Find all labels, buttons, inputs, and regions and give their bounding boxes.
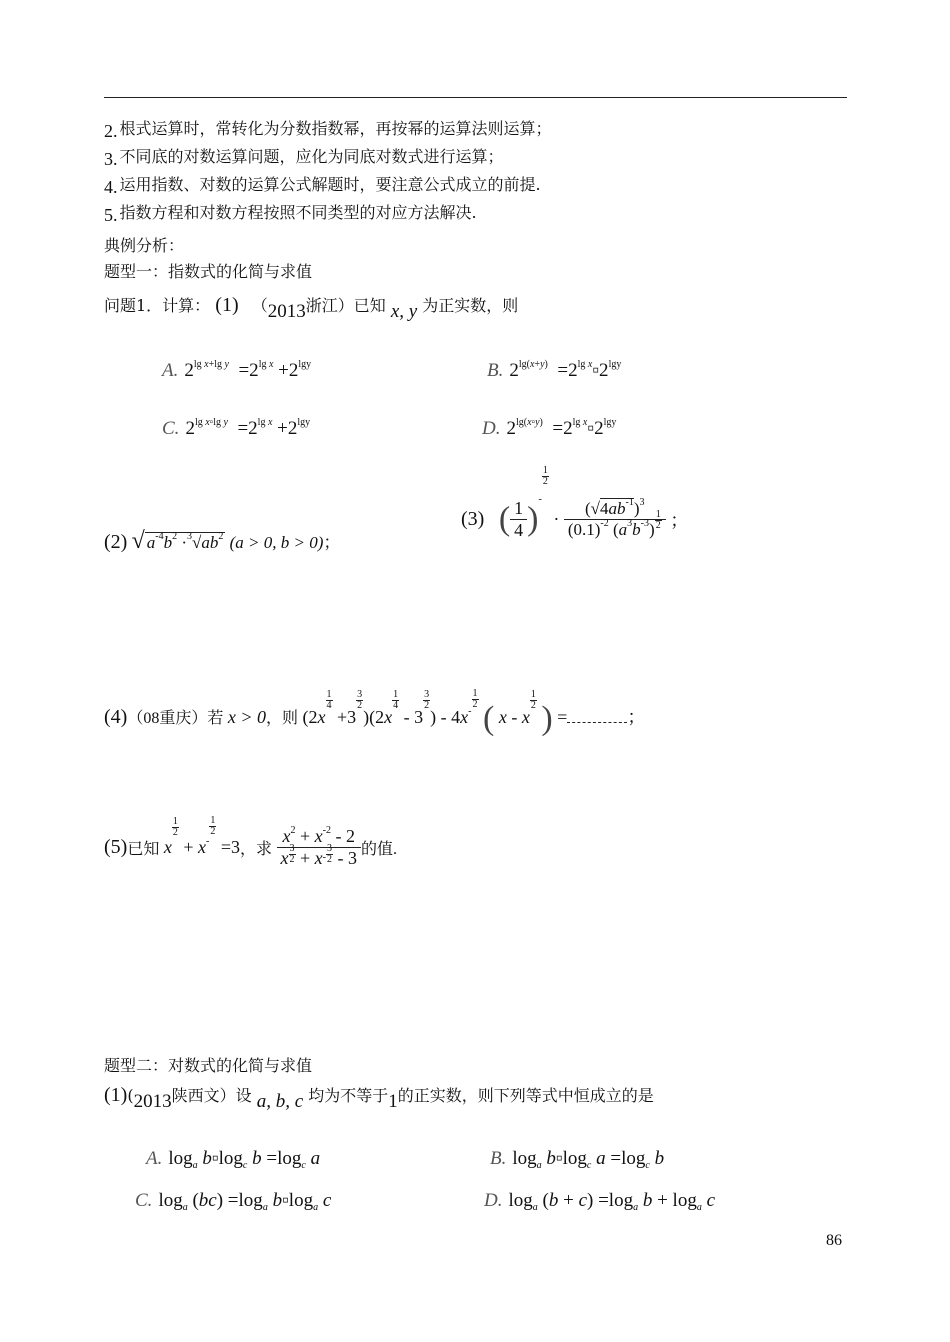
point-4: 4. 运用指数、对数的运算公式解题时，要注意公式成立的前提.: [104, 175, 541, 197]
type2-option-d: D. $\log_a (b + c) =\log_a$ $b + \log_a c$: [484, 1190, 716, 1213]
type1-q5: (5)已知 x $\frac{1}{2}$ + $x^{- \frac{1}{2}}$ =3，求 $x^2 + x^{-2} - 2$ x $\frac{3}{2}$ + $x^{- \frac{3}{2}}$ - 3 的值.: [104, 815, 398, 868]
type1-option-c: C. $2^{lg x▫lg y} =2^{lg x} +2^{lgy}$: [162, 417, 311, 439]
type1-q1: 问题1．计算： (1) （2013浙江）已知 x, y 为正实数，则: [104, 294, 519, 322]
type1-q3: (3) ( $\frac{1}{4}$ )$^{- \frac{1}{2}}$ · $(√4ab^{-1})^3$ $(0.1)^{-2}$ $(a^3b^{-3})$ $\frac{1}{2}$ ；: [461, 465, 689, 540]
header-rule: [104, 97, 847, 98]
type2-option-c: C. $\log_a (bc) =\log_a$ $b▫\log_a$ c: [135, 1190, 332, 1213]
point-3: 3. 不同底的对数运算问题，应化为同底对数式进行运算；: [104, 147, 504, 169]
section-title: 典例分析：: [104, 236, 185, 255]
type2-q1: (1)(2013陕西文）设 a, b, c 均为不等于1的正实数，则下列等式中恒成立的是: [104, 1084, 654, 1112]
type2-title: 题型二：对数式的化简与求值: [104, 1056, 313, 1075]
type1-title: 题型一：指数式的化简与求值: [104, 262, 313, 281]
point-5: 5. 指数方程和对数方程按照不同类型的对应方法解决.: [104, 203, 477, 225]
type1-option-a: A. $2^{lg x+lg y} =2^{lg x} +2^{lgy}$: [162, 359, 312, 381]
point-2: 2. 根式运算时，常转化为分数指数幂，再按幂的运算法则运算；: [104, 119, 552, 141]
type1-q2: (2) √ $a^{-4}b^2 \cdot^3√ab^2$ (a > 0, b > 0)；: [104, 528, 341, 554]
page-number: 86: [826, 1232, 842, 1249]
type1-q4: (4)（08重庆）若 x > 0，则 (2x $\frac{1}{4}$ +3 $\frac{3}{2}$ )(2x $\frac{1}{4}$ - 3 $\frac{3}{2}$ ) - $4x^{- \frac{1}{2}}$ ( x - x $\frac{1}{2}$ ) = ；: [104, 688, 646, 737]
answer-blank: [567, 712, 627, 723]
type2-option-a: A. $\log_a$ $b▫\log_c$ $b =\log_c$ a: [146, 1148, 321, 1171]
type1-option-d: D. $2^{lg(x▫y)}$ $=2^{lg x}▫2^{lgy}$: [482, 417, 617, 439]
type1-option-b: B. $2^{lg(x+y)}$ $=2^{lg x}▫2^{lgy}$: [487, 359, 622, 381]
type2-option-b: B. $\log_a$ $b▫\log_c$ $a =\log_c$ b: [490, 1148, 665, 1171]
